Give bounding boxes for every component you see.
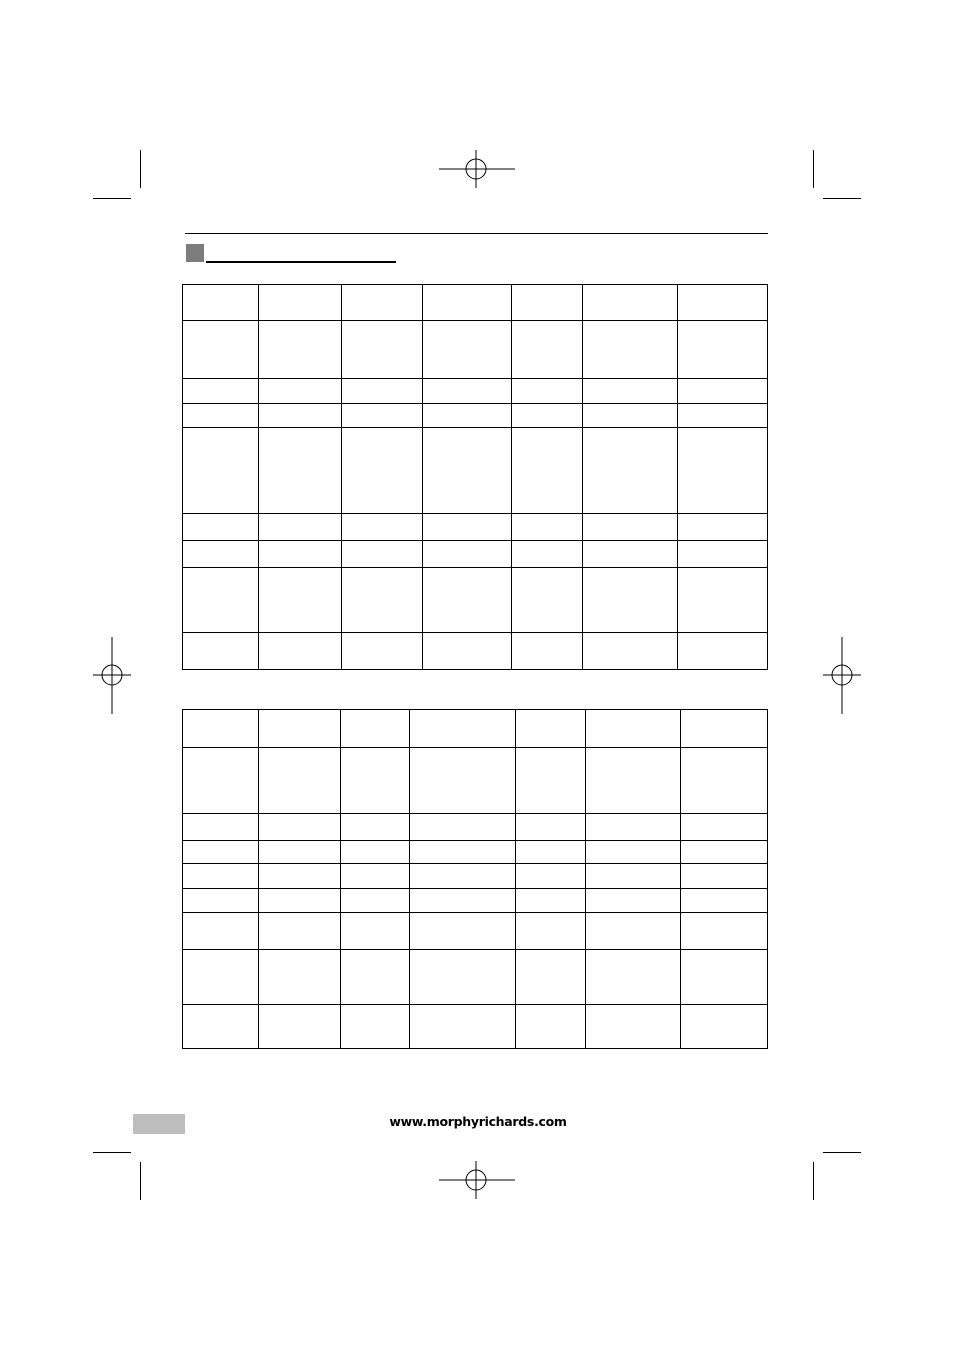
table-2 bbox=[182, 709, 769, 1051]
crop-mark-bottom-right-horizontal bbox=[823, 1152, 861, 1153]
crop-mark-bottom-left-vertical bbox=[140, 1162, 141, 1200]
registration-mark-top-icon bbox=[437, 150, 517, 190]
table-1 bbox=[182, 284, 769, 672]
registration-mark-bottom-icon bbox=[437, 1160, 517, 1200]
crop-mark-top-left-vertical bbox=[140, 150, 141, 188]
page-number-tab bbox=[133, 1114, 185, 1134]
crop-mark-top-right-horizontal bbox=[823, 198, 861, 199]
crop-mark-top-left-horizontal bbox=[93, 198, 131, 199]
table-2-grid bbox=[182, 709, 769, 1051]
header-rule bbox=[185, 233, 768, 234]
section-marker bbox=[186, 244, 204, 262]
table-1-grid bbox=[182, 284, 769, 672]
crop-mark-top-right-vertical bbox=[813, 150, 814, 188]
footer-website-link[interactable]: www.morphyrichards.com bbox=[389, 1114, 567, 1129]
crop-mark-bottom-left-horizontal bbox=[93, 1152, 131, 1153]
registration-mark-left-icon bbox=[92, 636, 132, 716]
crop-mark-bottom-right-vertical bbox=[813, 1162, 814, 1200]
registration-mark-right-icon bbox=[822, 636, 862, 716]
section-heading-underline bbox=[206, 261, 396, 263]
